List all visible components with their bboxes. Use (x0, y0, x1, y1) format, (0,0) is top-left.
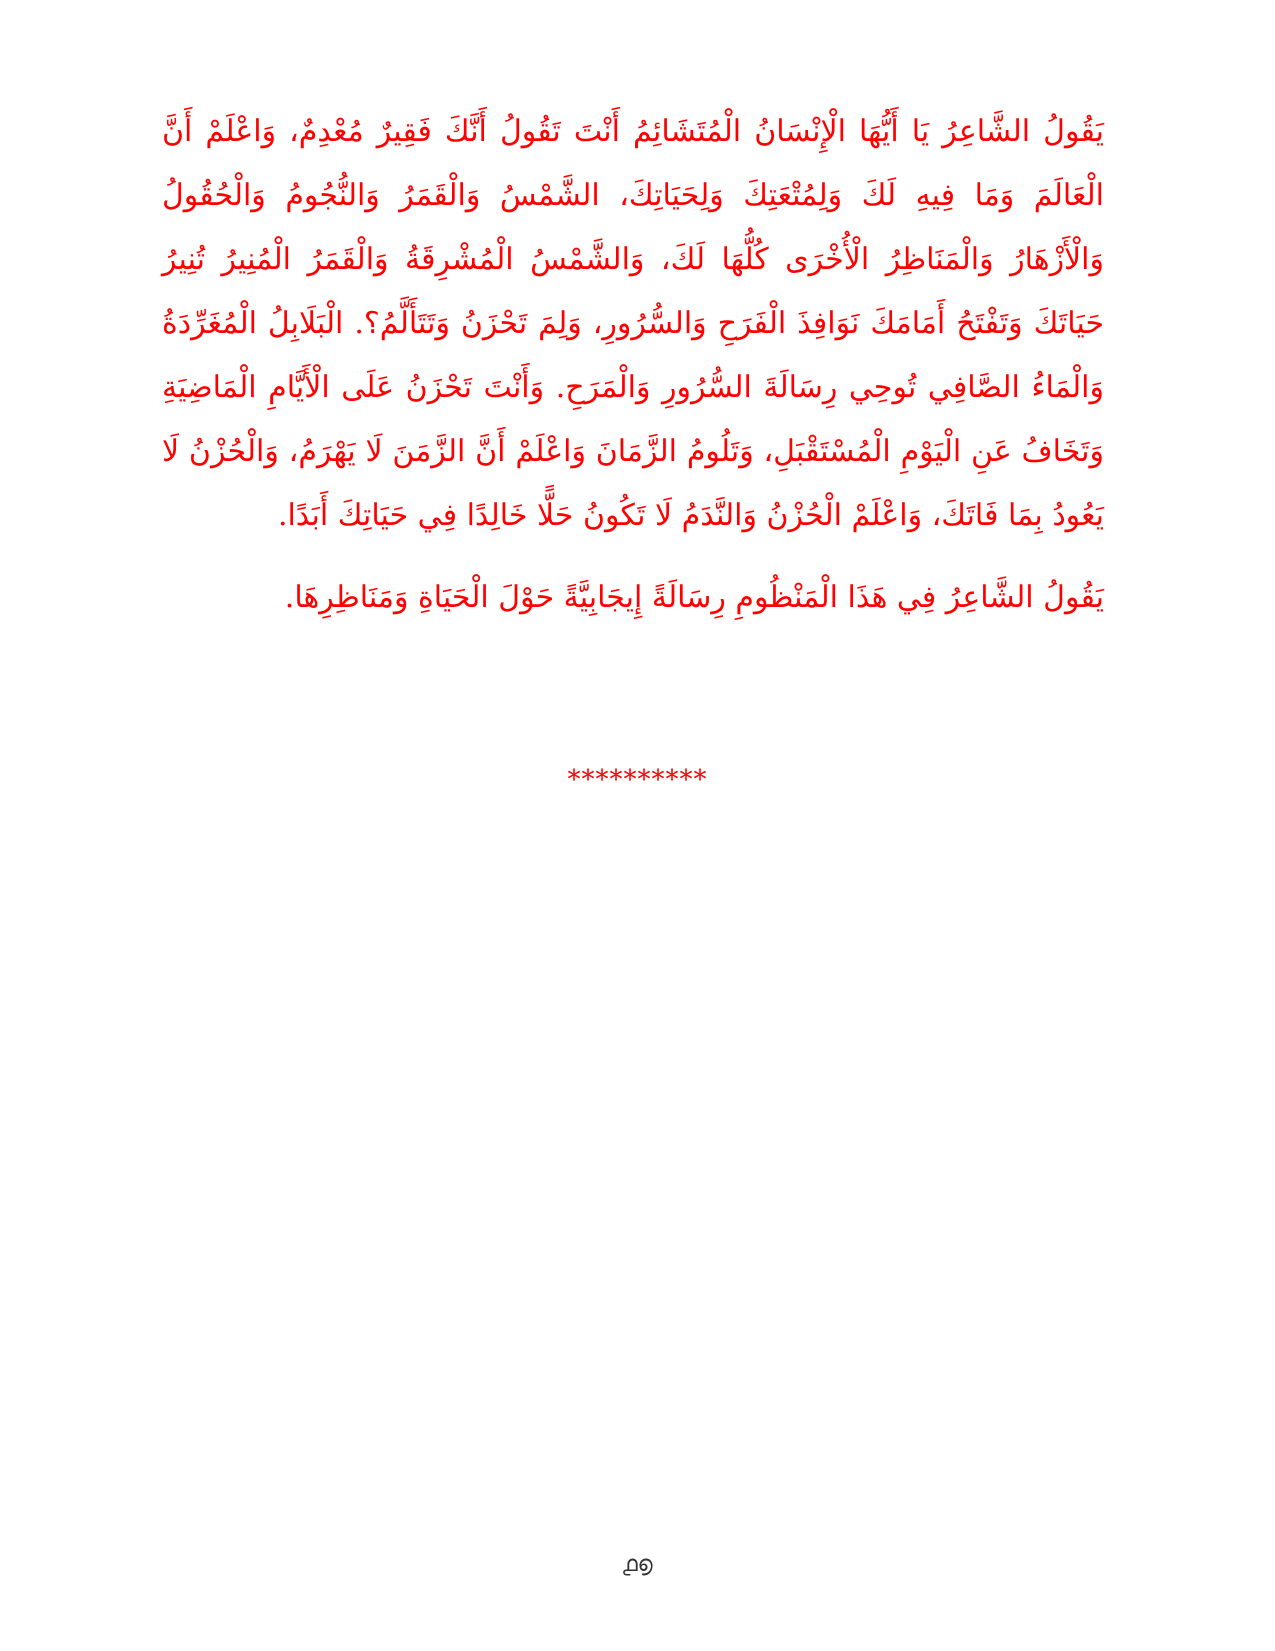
paragraph-main: يَقُولُ الشَّاعِرُ يَا أَيُّهَا الْإِنْسَانُ الْمُتَشَائِمُ أَنْتَ تَقُولُ أَنَّكَ فَقِيرٌ مُعْدِمٌ، وَاعْلَمْ أَنَّ الْعَالَمَ وَمَا فِيهِ لَكَ وَلِمُتْعَتِكَ وَلِحَيَاتِكَ، الشَّمْسُ وَالْقَمَرُ وَالنُّجُومُ وَالْحُقُولُ وَالْأَزْهَارُ وَالْمَنَاظِرُ الْأُخْرَى كُلُّهَا لَكَ، وَالشَّمْسُ الْمُشْرِقَةُ وَالْقَمَرُ الْمُنِيرُ تُنِيرُ حَيَاتَكَ وَتَفْتَحُ أَمَامَكَ نَوَافِذَ الْفَرَحِ وَالسُّرُورِ، وَلِمَ تَحْزَنُ وَتَتَأَلَّمُ؟. الْبَلَابِلُ الْمُغَرِّدَةُ وَالْمَاءُ الصَّافِي تُوحِي رِسَالَةَ السُّرُورِ وَالْمَرَحِ. وَأَنْتَ تَحْزَنُ عَلَى الْأَيَّامِ الْمَاضِيَةِ وَتَخَافُ عَنِ الْيَوْمِ الْمُسْتَقْبَلِ، وَتَلُومُ الزَّمَانَ وَاعْلَمْ أَنَّ الزَّمَنَ لَا يَهْرَمُ، وَالْحُزْنُ لَا يَعُودُ بِمَا فَاتَكَ، وَاعْلَمْ الْحُزْنُ وَالنَّدَمُ لَا تَكُونُ حَلًّا خَالِدًا فِي حَيَاتِكَ أَبَدًا. (162, 114, 1104, 533)
document-body (162, 100, 1104, 630)
page-number: ൧൭ (622, 1552, 653, 1577)
paragraph-summary: يَقُولُ الشَّاعِرُ فِي هَذَا الْمَنْظُومِ رِسَالَةً إِيجَابِيَّةً حَوْلَ الْحَيَاةِ وَمَنَاظِرِهَا. (284, 580, 1104, 615)
section-separator: ********** (567, 765, 708, 795)
